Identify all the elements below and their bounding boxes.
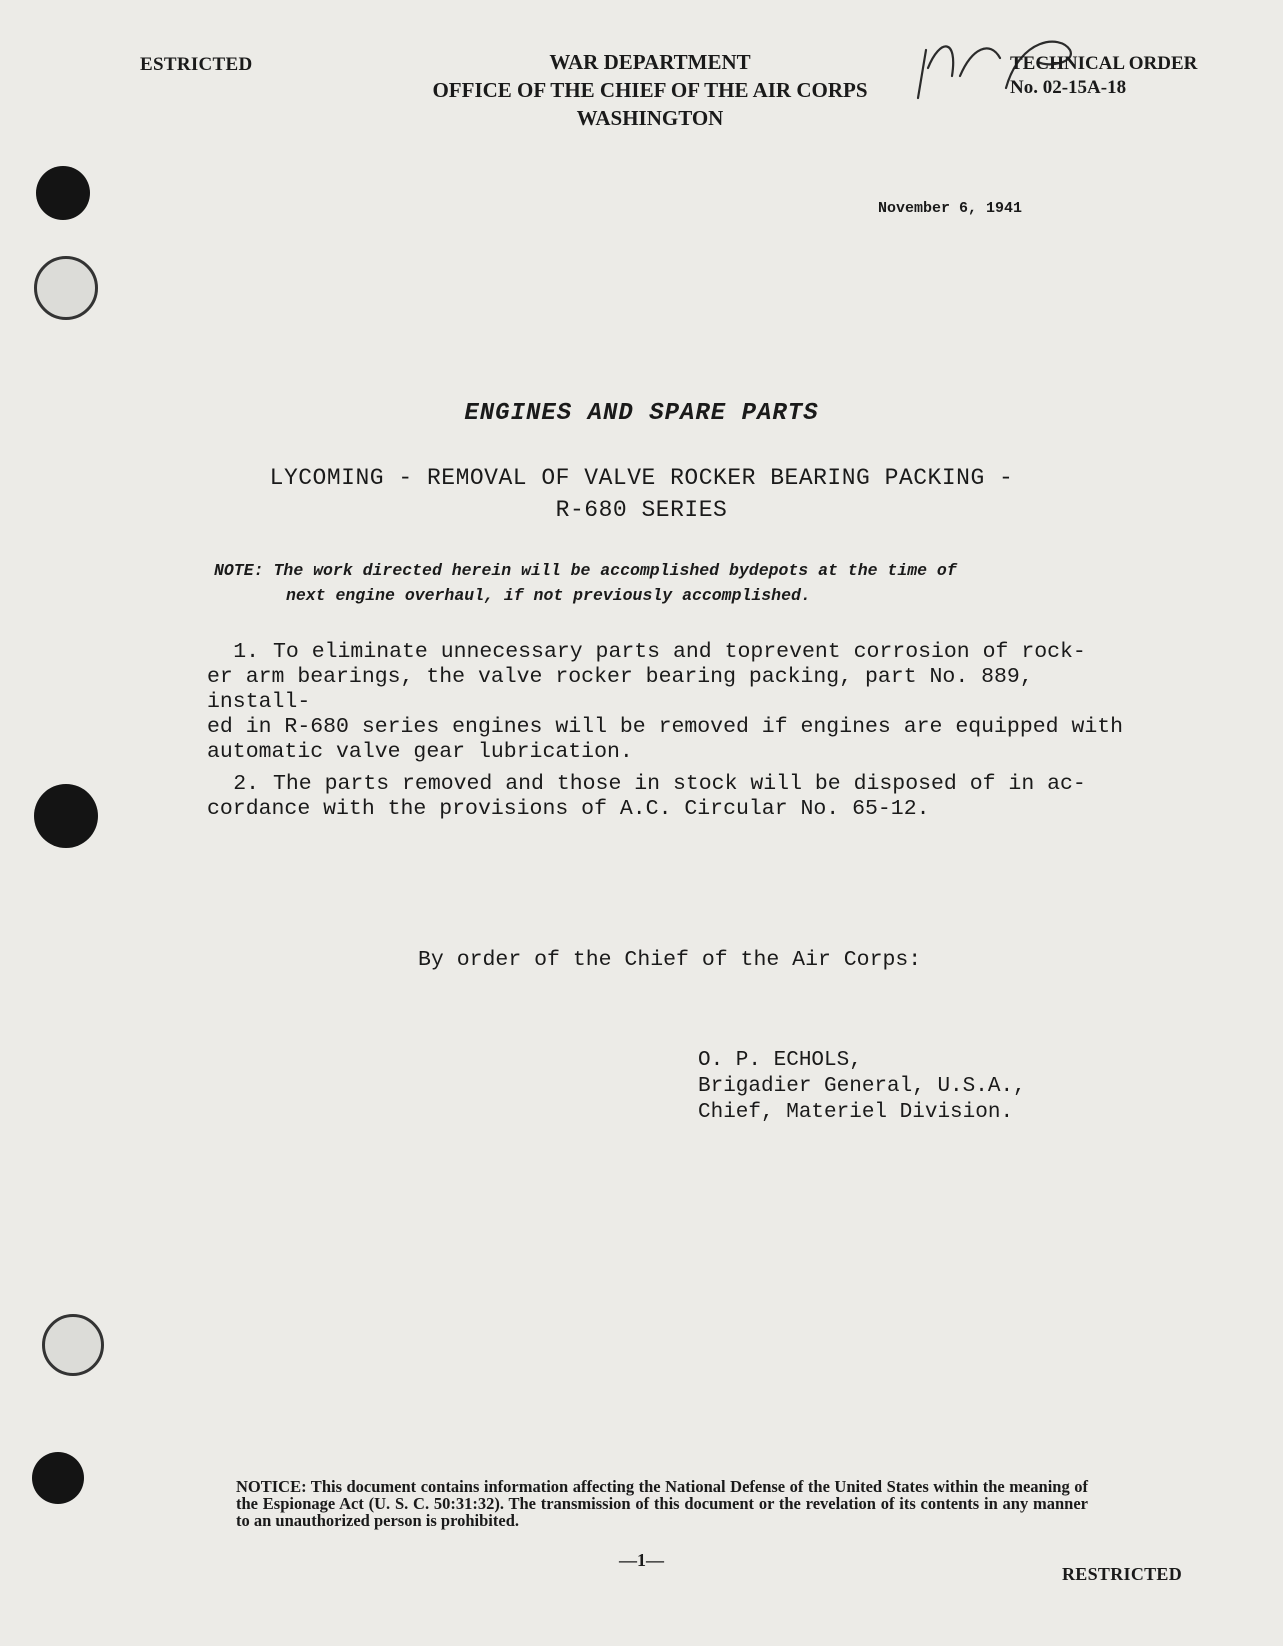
- paragraph-line: er arm bearings, the valve rocker bearing packing, part No. 889, install-: [207, 665, 1033, 714]
- signer-rank: Brigadier General, U.S.A.,: [698, 1075, 1026, 1098]
- issue-date: November 6, 1941: [878, 200, 1023, 217]
- paragraph-number: 2.: [233, 772, 259, 796]
- subject-line-1: LYCOMING - REMOVAL OF VALVE ROCKER BEARING PACKING -: [269, 465, 1014, 491]
- binder-hole: [36, 166, 90, 220]
- paragraph-line: To eliminate unnecessary parts and toprevent corrosion of rock-: [273, 640, 1086, 664]
- signer-title: Chief, Materiel Division.: [698, 1101, 1014, 1124]
- note-line-1: The work directed herein will be accomplished bydepots at the time of: [273, 561, 957, 580]
- order-label: TECHNICAL ORDER: [1010, 53, 1198, 74]
- signature-block: [698, 1048, 1026, 1126]
- restricted-footer-label: RESTRICTED: [1062, 1564, 1183, 1584]
- binder-hole: [32, 1452, 84, 1504]
- signer-name: O. P. ECHOLS,: [698, 1049, 862, 1072]
- section-title: ENGINES AND SPARE PARTS: [464, 400, 819, 427]
- binder-hole: [34, 784, 98, 848]
- subject-heading: [0, 462, 1283, 526]
- order-number: No. 02-15A-18: [1010, 77, 1127, 98]
- subject-line-2: R-680 SERIES: [555, 497, 728, 523]
- restricted-top-label: ESTRICTED: [140, 54, 253, 75]
- paragraph-line: The parts removed and those in stock will be disposed of in ac-: [273, 772, 1086, 796]
- note-line-2: next engine overhaul, if not previously accomplished.: [286, 586, 811, 605]
- paragraph-line: cordance with the provisions of A.C. Circular No. 65-12.: [207, 797, 930, 821]
- org-line-1: WAR DEPARTMENT: [549, 50, 751, 74]
- paragraph-line: ed in R-680 series engines will be removed if engines are equipped with: [207, 715, 1124, 739]
- technical-order-header: [1010, 52, 1197, 100]
- binder-hole: [34, 256, 98, 320]
- binder-hole: [42, 1314, 104, 1376]
- paragraph-2: [207, 772, 1127, 822]
- org-line-3: WASHINGTON: [576, 106, 724, 130]
- order-statement: By order of the Chief of the Air Corps:: [418, 948, 922, 972]
- org-line-2: OFFICE OF THE CHIEF OF THE AIR CORPS: [432, 78, 868, 102]
- issuing-office-header: [350, 48, 950, 132]
- paragraph-line: automatic valve gear lubrication.: [207, 740, 633, 764]
- paragraph-number: 1.: [233, 640, 259, 664]
- note-block: [214, 558, 1094, 608]
- espionage-notice: NOTICE: This document contains information affecting the National Defense of the United States within the meaning of the Espionage Act (U. S. C. 50:31:32). The transmission of this document or the revelation of its contents in any manner to an unauthorized person is prohibited.: [236, 1477, 1088, 1530]
- paragraph-1: [207, 640, 1127, 765]
- note-label: NOTE:: [214, 561, 264, 580]
- page-number: —1—: [619, 1550, 664, 1570]
